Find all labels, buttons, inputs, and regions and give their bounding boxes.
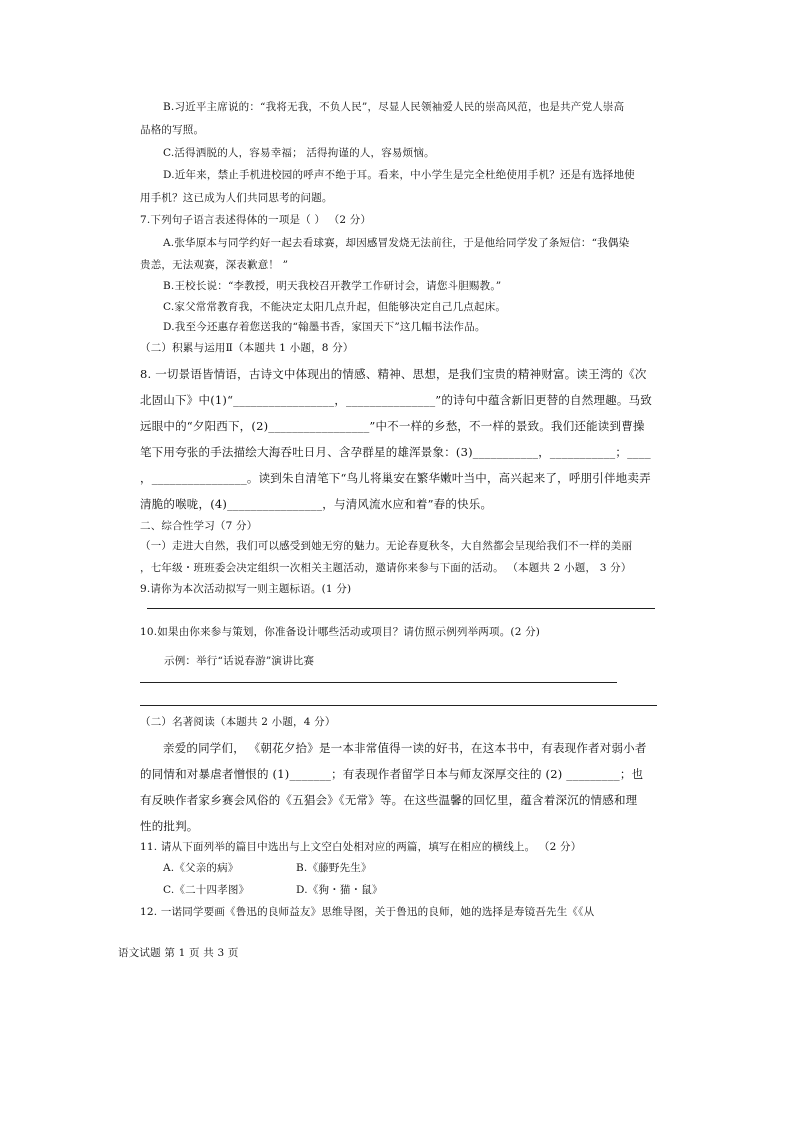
option-d-line-1: D.近年来，禁止手机进校园的呼声不绝于耳。看来，中小学生是完全杜绝使用手机？还是有选择地使 (163, 169, 635, 181)
q8-line-6: 清脆的喉咙，(4)________________，与清风流水应和着”春的快乐。 (140, 497, 493, 511)
option-d-line-2: 用手机？这已成为人们共同思考的问题。 (140, 192, 333, 204)
question-10: 10.如果由你来参与策划，你准备设计哪些活动或项目？请仿照示例列举两项。(2 分) (140, 626, 541, 638)
section-heading-comprehensive: 二、综合性学习（7 分） (140, 520, 258, 532)
q11-option-b: B.《藤野先生》 (296, 862, 372, 874)
option-b-line-2: 品格的写照。 (140, 124, 205, 136)
question-11: 11. 请从下面列举的篇目中选出与上文空白处相对应的两篇，填写在相应的横线上。 （2 分） (140, 841, 582, 853)
section-heading-classics: （二）名著阅读（本题共 2 小题，4 分） (140, 716, 336, 728)
answer-line-q9 (147, 608, 655, 609)
q8-line-1: 8. 一切景语皆情语，古诗文中体现出的情感、精神、思想，是我们宝贵的精神财富。读王湾的《次 (140, 367, 647, 381)
section-heading-accumulation: （二）积累与运用Ⅱ（本题共 1 小题，8 分） (140, 342, 354, 354)
q11-option-c: C.《二十四孝图》 (163, 884, 250, 896)
question-9: 9.请你为本次活动拟写一则主题标语。(1 分) (140, 583, 352, 595)
option-c-line: C.活得洒脱的人，容易幸福； 活得拘谨的人，容易烦恼。 (163, 147, 435, 159)
q8-line-4: 笔下用夸张的手法描绘大海吞吐日月、含孕群星的雄浑景象：(3)___________，___________；____ (140, 445, 651, 459)
q7-option-a-line-2: 贵恙，无法观赛，深表歉意！ ” (140, 259, 289, 271)
q8-line-5: ，________________。读到朱自清笔下“鸟儿将巢安在繁华嫩叶当中，高兴起来了，呼朋引伴地卖弄 (140, 471, 651, 485)
answer-line-q10-1 (140, 682, 617, 683)
q11-option-a: A.《父亲的病》 (163, 862, 239, 874)
question-7: 7.下列句子语言表述得体的一项是（ ） （2 分） (140, 214, 372, 226)
comprehensive-intro-line-2: ，七年级・班班委会决定组织一次相关主题活动，邀请你来参与下面的活动。 （本题共 2 小题， 3 分） (140, 562, 632, 574)
classics-para-line-4: 性的批判。 (140, 819, 199, 833)
page-footer: 语文试题 第 1 页 共 3 页 (118, 947, 239, 959)
classics-para-line-2: 的同情和对暴虐者憎恨的 (1)_______；有表现作者留学日本与师友深厚交往的 (2) _________；也 (140, 767, 644, 781)
option-b-line-1: B.习近平主席说的：“我将无我，不负人民”，尽显人民领袖爱人民的崇高风范，也是共产党人崇高 (163, 101, 625, 113)
q8-line-3: 远眼中的“夕阳西下，(2)_________________”中不一样的乡愁，不一样的景致。我们还能读到曹操 (140, 419, 645, 433)
q7-option-b: B.王校长说：“李教授，明天我校召开教学工作研讨会，请您斗胆赐教。” (163, 280, 502, 292)
q10-example: 示例：举行“话说春游”演讲比赛 (164, 655, 315, 667)
classics-para-line-1: 亲爱的同学们， 《朝花夕拾》是一本非常值得一读的好书，在这本书中，有表现作者对弱小者 (163, 741, 647, 755)
classics-para-line-3: 有反映作者家乡赛会风俗的《五猖会》《无常》等。在这些温馨的回忆里，蕴含着深沉的情感和理 (140, 793, 638, 807)
question-12: 12. 一诺同学要画《鲁迅的良师益友》思维导图，关于鲁迅的良师，她的选择是寿镜吾先生《《从 (140, 906, 595, 918)
q8-line-2: 北固山下》中(1)“_________________，_______________”的诗句中蕴含新旧更替的自然理趣。马致 (140, 393, 652, 407)
answer-line-q10-2 (140, 705, 657, 706)
q7-option-a-line-1: A.张华原本与同学约好一起去看球赛，却因感冒发烧无法前往，于是他给同学发了条短信：“我偶染 (163, 237, 630, 249)
q11-option-d: D.《狗・猫・鼠》 (296, 884, 383, 896)
q7-option-d: D.我至今还惠存着您送我的“翰墨书香，家国天下”这几幅书法作品。 (163, 321, 486, 333)
q7-option-c: C.家父常常教育我，不能决定太阳几点升起，但能够决定自己几点起床。 (163, 301, 507, 313)
comprehensive-intro-line-1: （一）走进大自然，我们可以感受到她无穷的魅力。无论春夏秋冬，大自然都会呈现给我们不一样的美丽 (140, 540, 633, 552)
